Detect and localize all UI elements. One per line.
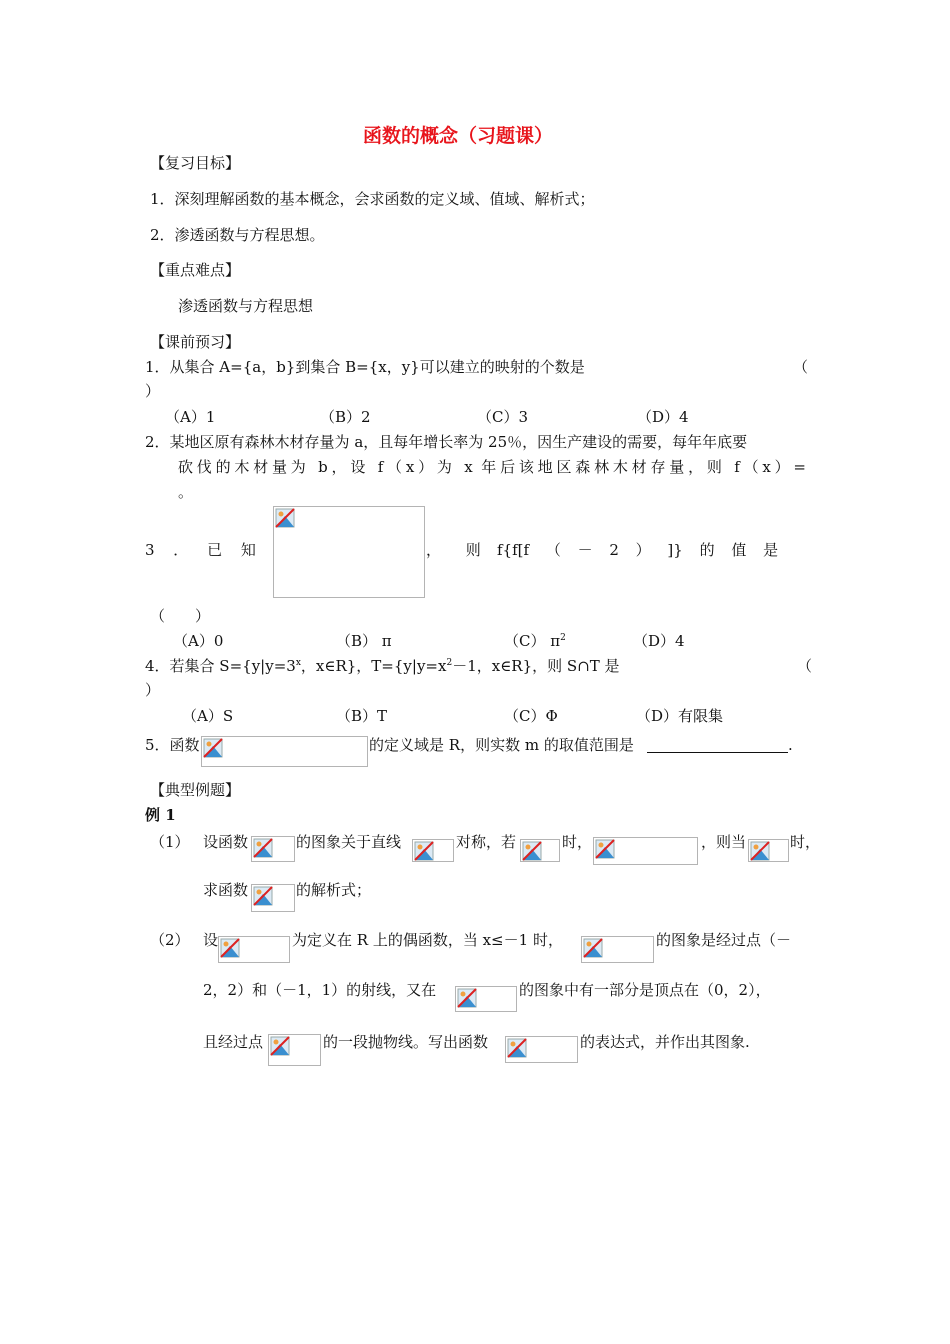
ex1-p1-text: 对称，若: [456, 833, 517, 851]
key-points-text: 渗透函数与方程思想: [178, 297, 314, 315]
ex1-p1-line2: 求函数: [203, 881, 249, 899]
q2-line2: 砍伐的木材量为 b，设 f（x）为 x 年后该地区森林木材存量，则 f（x）=: [178, 458, 806, 476]
broken-image-icon: [253, 886, 273, 906]
broken-image-icon: [750, 841, 770, 861]
ex1-p1-text: 时，: [562, 833, 593, 851]
broken-image-icon: [253, 838, 273, 858]
key-points-heading: 【重点难点】: [150, 261, 241, 279]
q3-paren: （ ）: [150, 607, 211, 625]
ex1-p1-text: 设函数: [203, 833, 249, 851]
q1-paren-close: ）: [145, 382, 161, 400]
broken-image-icon: [583, 938, 603, 958]
q4-option-a: （A）S: [182, 707, 234, 725]
formula-image: [218, 936, 290, 963]
formula-image: [251, 836, 295, 862]
q1-option-a: （A）1: [165, 408, 216, 426]
ex1-part1-number: （1）: [150, 833, 190, 851]
formula-image: [593, 837, 698, 865]
q2-line3: 。: [178, 483, 194, 501]
formula-image: [520, 839, 560, 862]
ex1-p2-line2: 2，2）和（－1，1）的射线，又在: [203, 981, 437, 999]
formula-image: [273, 506, 425, 598]
ex1-p2-text: 为定义在 R 上的偶函数，当 x≤－1 时，: [292, 931, 563, 949]
ex1-p2-line2: 的图象中有一部分是顶点在（0，2），: [519, 981, 771, 999]
page-title: 函数的概念（习题课）: [363, 125, 554, 147]
ex1-part2-number: （2）: [150, 931, 190, 949]
review-goal-item: 2．渗透函数与方程思想。: [150, 226, 325, 244]
formula-image: [412, 839, 454, 862]
q1-option-d: （D）4: [637, 408, 689, 426]
ex1-p1-text: 的图象关于直线: [296, 833, 402, 851]
formula-image: [268, 1034, 321, 1066]
q3-option-d: （D）4: [633, 632, 685, 650]
q1-option-b: （B）2: [320, 408, 371, 426]
broken-image-icon: [220, 938, 240, 958]
broken-image-icon: [414, 841, 434, 861]
q3-expression: f{f[f （ － 2 ） ]} 的 值 是: [497, 541, 779, 559]
q3-option-c: （C） $\pi^2$: [504, 632, 566, 650]
q4-option-d: （D）有限集: [636, 707, 724, 725]
q3-option-a: （A）0: [173, 632, 224, 650]
broken-image-icon: [595, 839, 615, 859]
formula-image: [201, 736, 368, 767]
ex1-p2-text: 设: [203, 931, 219, 949]
broken-image-icon: [507, 1038, 527, 1058]
q4-option-b: （B）T: [336, 707, 388, 725]
ex1-p2-line3: 且经过点: [203, 1033, 264, 1051]
q4-option-c: （C）Φ: [504, 707, 558, 725]
q3-option-b: （B） π: [336, 632, 392, 650]
preview-heading: 【课前预习】: [150, 333, 241, 351]
broken-image-icon: [203, 738, 223, 758]
formula-image: [581, 936, 654, 963]
ex1-p1-line2: 的解析式；: [296, 881, 372, 899]
ex1-p1-text: ，则当: [701, 833, 747, 851]
q4-text: 4．若集合 $S=\{y|y=3^x$，x∈R}，$T=\{y|y=x^2-1$，x∈R}，则 S∩T 是: [145, 657, 620, 675]
q1-paren-open: （: [793, 358, 809, 376]
ex1-p1-text: 时，: [790, 833, 821, 851]
q3-prefix: 3 ． 已 知: [145, 541, 256, 559]
formula-image: [505, 1036, 578, 1063]
q1-text: 1．从集合 A={a，b}到集合 B={x，y}可以建立的映射的个数是: [145, 358, 585, 376]
review-goals-heading: 【复习目标】: [150, 154, 241, 172]
example-1-label: 例 1: [145, 806, 176, 824]
formula-image: [251, 884, 295, 912]
formula-image: [748, 839, 789, 862]
ex1-p2-line3: 的一段抛物线。写出函数: [323, 1033, 489, 1051]
q5-answer-blank: .: [647, 735, 793, 755]
formula-image: [455, 986, 517, 1012]
q4-paren-close: ）: [145, 681, 161, 699]
review-goal-item: 1．深刻理解函数的基本概念，会求函数的定义域、值域、解析式；: [150, 190, 595, 208]
examples-heading: 【典型例题】: [150, 781, 241, 799]
ex1-p2-line3: 的表达式，并作出其图象.: [580, 1033, 750, 1051]
q4-paren-open: （: [797, 657, 813, 675]
broken-image-icon: [457, 988, 477, 1008]
q2-line1: 2．某地区原有森林木材存量为 a，且每年增长率为 25％，因生产建设的需要，每年年底要: [145, 433, 748, 451]
broken-image-icon: [522, 841, 542, 861]
q1-option-c: （C）3: [477, 408, 529, 426]
ex1-p2-text: 的图象是经过点（－: [656, 931, 792, 949]
q3-middle: ， 则: [426, 541, 481, 559]
q5-prefix: 5．函数: [145, 736, 200, 754]
broken-image-icon: [270, 1036, 290, 1056]
q5-suffix: 的定义域是 R，则实数 m 的取值范围是: [369, 736, 634, 754]
broken-image-icon: [275, 508, 295, 528]
